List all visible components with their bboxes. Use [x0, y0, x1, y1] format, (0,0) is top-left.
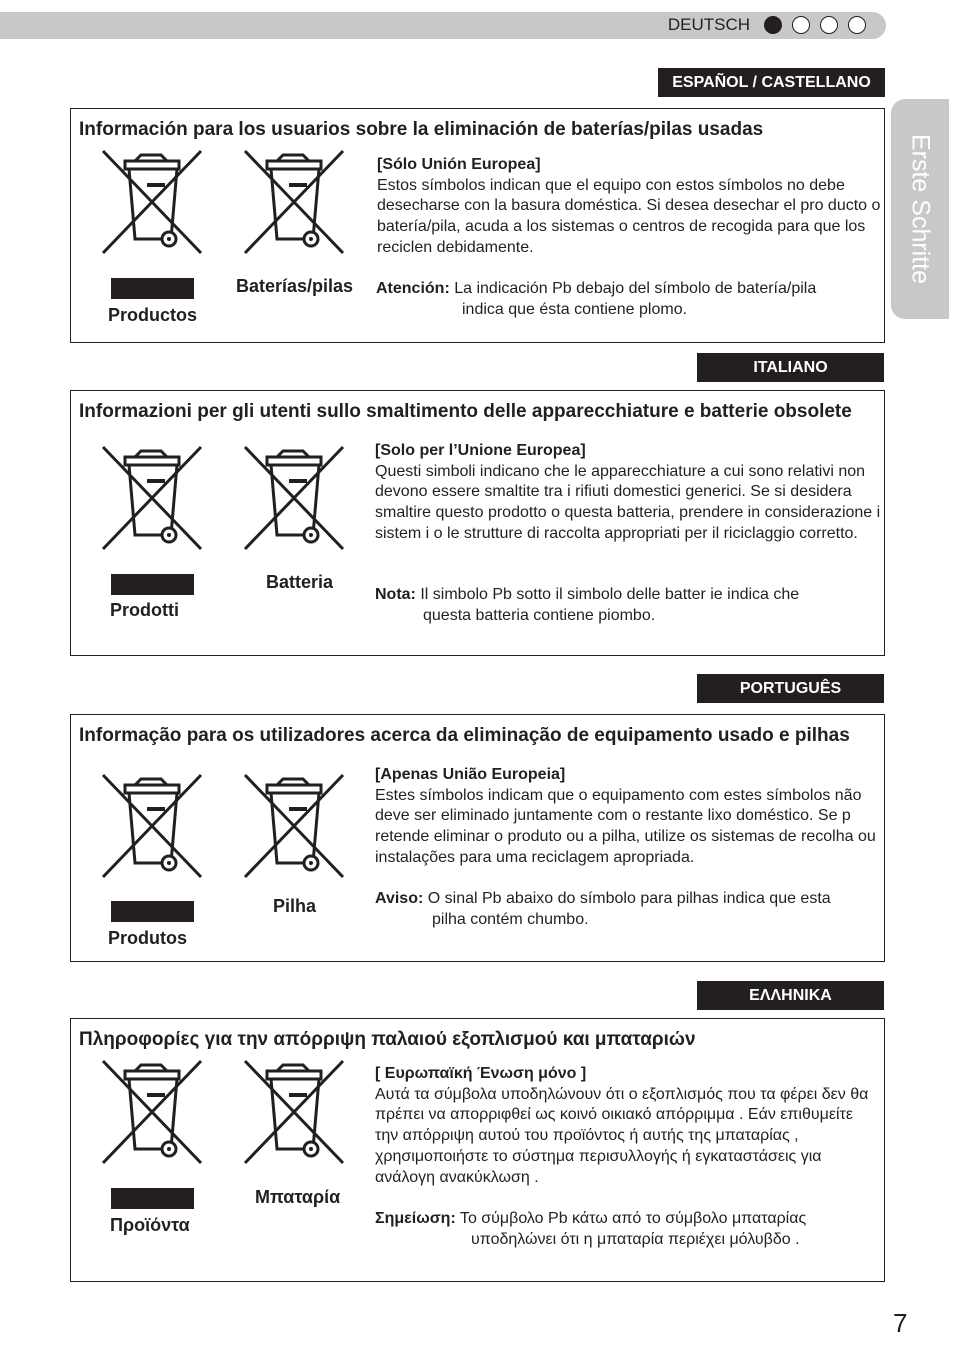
language-label-el: ΕΛΛΗΝΙΚΑ — [697, 981, 884, 1010]
crossed-bin-battery-icon — [241, 147, 347, 257]
note — [375, 1209, 881, 1250]
region-heading: [Solo per l’Unione Europea] — [375, 442, 586, 459]
note-label: Atención: — [376, 280, 450, 297]
crossed-bin-icon — [99, 147, 205, 257]
page-indicator-dots — [764, 16, 866, 34]
section-spanish — [70, 108, 885, 343]
product-label: Produtos — [108, 928, 187, 948]
note-line-1: Il simbolo Pb sotto il simbolo delle batter ie indica che — [415, 586, 800, 603]
product-label: Productos — [108, 305, 198, 325]
note — [375, 889, 881, 930]
section-title: Informazioni per gli utenti sullo smaltimento delle apparecchiature e batterie obsolete — [79, 401, 852, 422]
product-black-bar — [111, 901, 194, 922]
page-number: 7 — [893, 1308, 908, 1338]
section-body — [375, 765, 885, 869]
section-portuguese — [70, 714, 885, 962]
header-bar — [0, 12, 886, 39]
chapter-tab-label: Erste Schritte — [906, 133, 935, 285]
section-body — [375, 441, 881, 545]
note-line-2: υποδηλώνει ότι η μπαταρία περιέχει μόλυβδο . — [471, 1230, 800, 1248]
crossed-bin-icon — [99, 1057, 205, 1167]
indicator-dot-3 — [820, 16, 838, 34]
language-label-pt: PORTUGUÊS — [697, 674, 884, 703]
region-heading: [ Ευρωπαϊκή Ένωση μόνο ] — [375, 1065, 587, 1082]
battery-label: Μπαταρία — [255, 1187, 341, 1207]
region-heading: [Apenas União Europeia] — [375, 766, 566, 783]
body-text: Questi simboli indicano che le apparecchiature a cui sono relativi non devono essere smaltite tra i rifiuti domestici generici. Se si desidera smaltire questo prodotto o questa batteria, prendere in considerazione i sistem i o le strutture di raccolta appropriati per il riciclaggio corretto. — [375, 462, 881, 542]
crossed-bin-battery-icon — [241, 771, 347, 881]
product-black-bar — [111, 278, 194, 299]
section-title: Información para los usuarios sobre la eliminación de baterías/pilas usadas — [79, 119, 764, 140]
section-italian — [70, 390, 885, 656]
section-greek — [70, 1018, 885, 1282]
note-line-2: indica que ésta contiene plomo. — [462, 300, 688, 318]
indicator-dot-1 — [764, 16, 782, 34]
region-heading: [Sólo Unión Europea] — [377, 156, 541, 173]
note-line-1: La indicación Pb debajo del símbolo de batería/pila — [449, 280, 817, 297]
note-label: Aviso: — [375, 890, 424, 907]
section-title: Informação para os utilizadores acerca da eliminação de equipamento usado e pilhas — [79, 725, 850, 746]
header-language: DEUTSCH — [667, 15, 750, 34]
note-label: Nota: — [375, 586, 416, 603]
battery-label: Pilha — [273, 896, 317, 916]
section-title: Πληροφορίες για την απόρριψη παλαιού εξοπλισμού και μπαταριών — [79, 1029, 696, 1050]
battery-label: Batteria — [266, 572, 334, 592]
indicator-dot-4 — [848, 16, 866, 34]
note — [375, 585, 881, 626]
product-black-bar — [111, 574, 194, 595]
crossed-bin-icon — [99, 771, 205, 881]
body-text: Estes símbolos indicam que o equipamento com estes símbolos não deve ser eliminado juntamente com o restante lixo doméstico. Se p retende eliminar o produto ou a pilha, utilize os sistemas de recolha ou instalações para uma reciclagem apropriada. — [375, 786, 876, 866]
language-label-es: ESPAÑOL / CASTELLANO — [658, 68, 885, 97]
indicator-dot-2 — [792, 16, 810, 34]
note-label: Σημείωση: — [375, 1210, 456, 1227]
crossed-bin-icon — [99, 443, 205, 553]
body-text: Αυτά τα σύμβολα υποδηλώνουν ότι ο εξοπλισμός που τα φέρει δεν θα πρέπει να απορριφθεί ως κοινό οικιακό απόρριμμα . Εάν επιθυμείτε την απόρριψη αυτού του προϊόντος ή αυτής της μπαταρίας , χρησιμοποιήστε το σύστημα περισυλλογής ή εγκαταστάσεις για ανάλογη ανακύκλωση . — [375, 1085, 869, 1186]
chapter-tab — [891, 99, 949, 319]
product-label: Prodotti — [110, 600, 179, 620]
note-line-2: questa batteria contiene piombo. — [423, 606, 656, 624]
product-black-bar — [111, 1188, 194, 1209]
section-body — [377, 155, 883, 259]
product-label: Προϊόντα — [110, 1215, 190, 1235]
language-label-it: ITALIANO — [697, 353, 884, 382]
crossed-bin-battery-icon — [241, 443, 347, 553]
body-text: Estos símbolos indican que el equipo con estos símbolos no debe desecharse con la basura doméstica. Si desea desechar el pro ducto o batería/pila, acuda a los sistemas o centros de recogida para que los reciclen debidamente. — [377, 176, 881, 256]
battery-label: Baterías/pilas — [236, 276, 354, 296]
note — [376, 279, 882, 320]
crossed-bin-battery-icon — [241, 1057, 347, 1167]
note-line-1: O sinal Pb abaixo do símbolo para pilhas indica que esta — [423, 890, 831, 907]
note-line-2: pilha contém chumbo. — [432, 910, 589, 928]
note-line-1: Το σύμβολο Pb κάτω από το σύμβολο μπαταρίας — [455, 1210, 807, 1227]
section-body — [375, 1064, 871, 1188]
